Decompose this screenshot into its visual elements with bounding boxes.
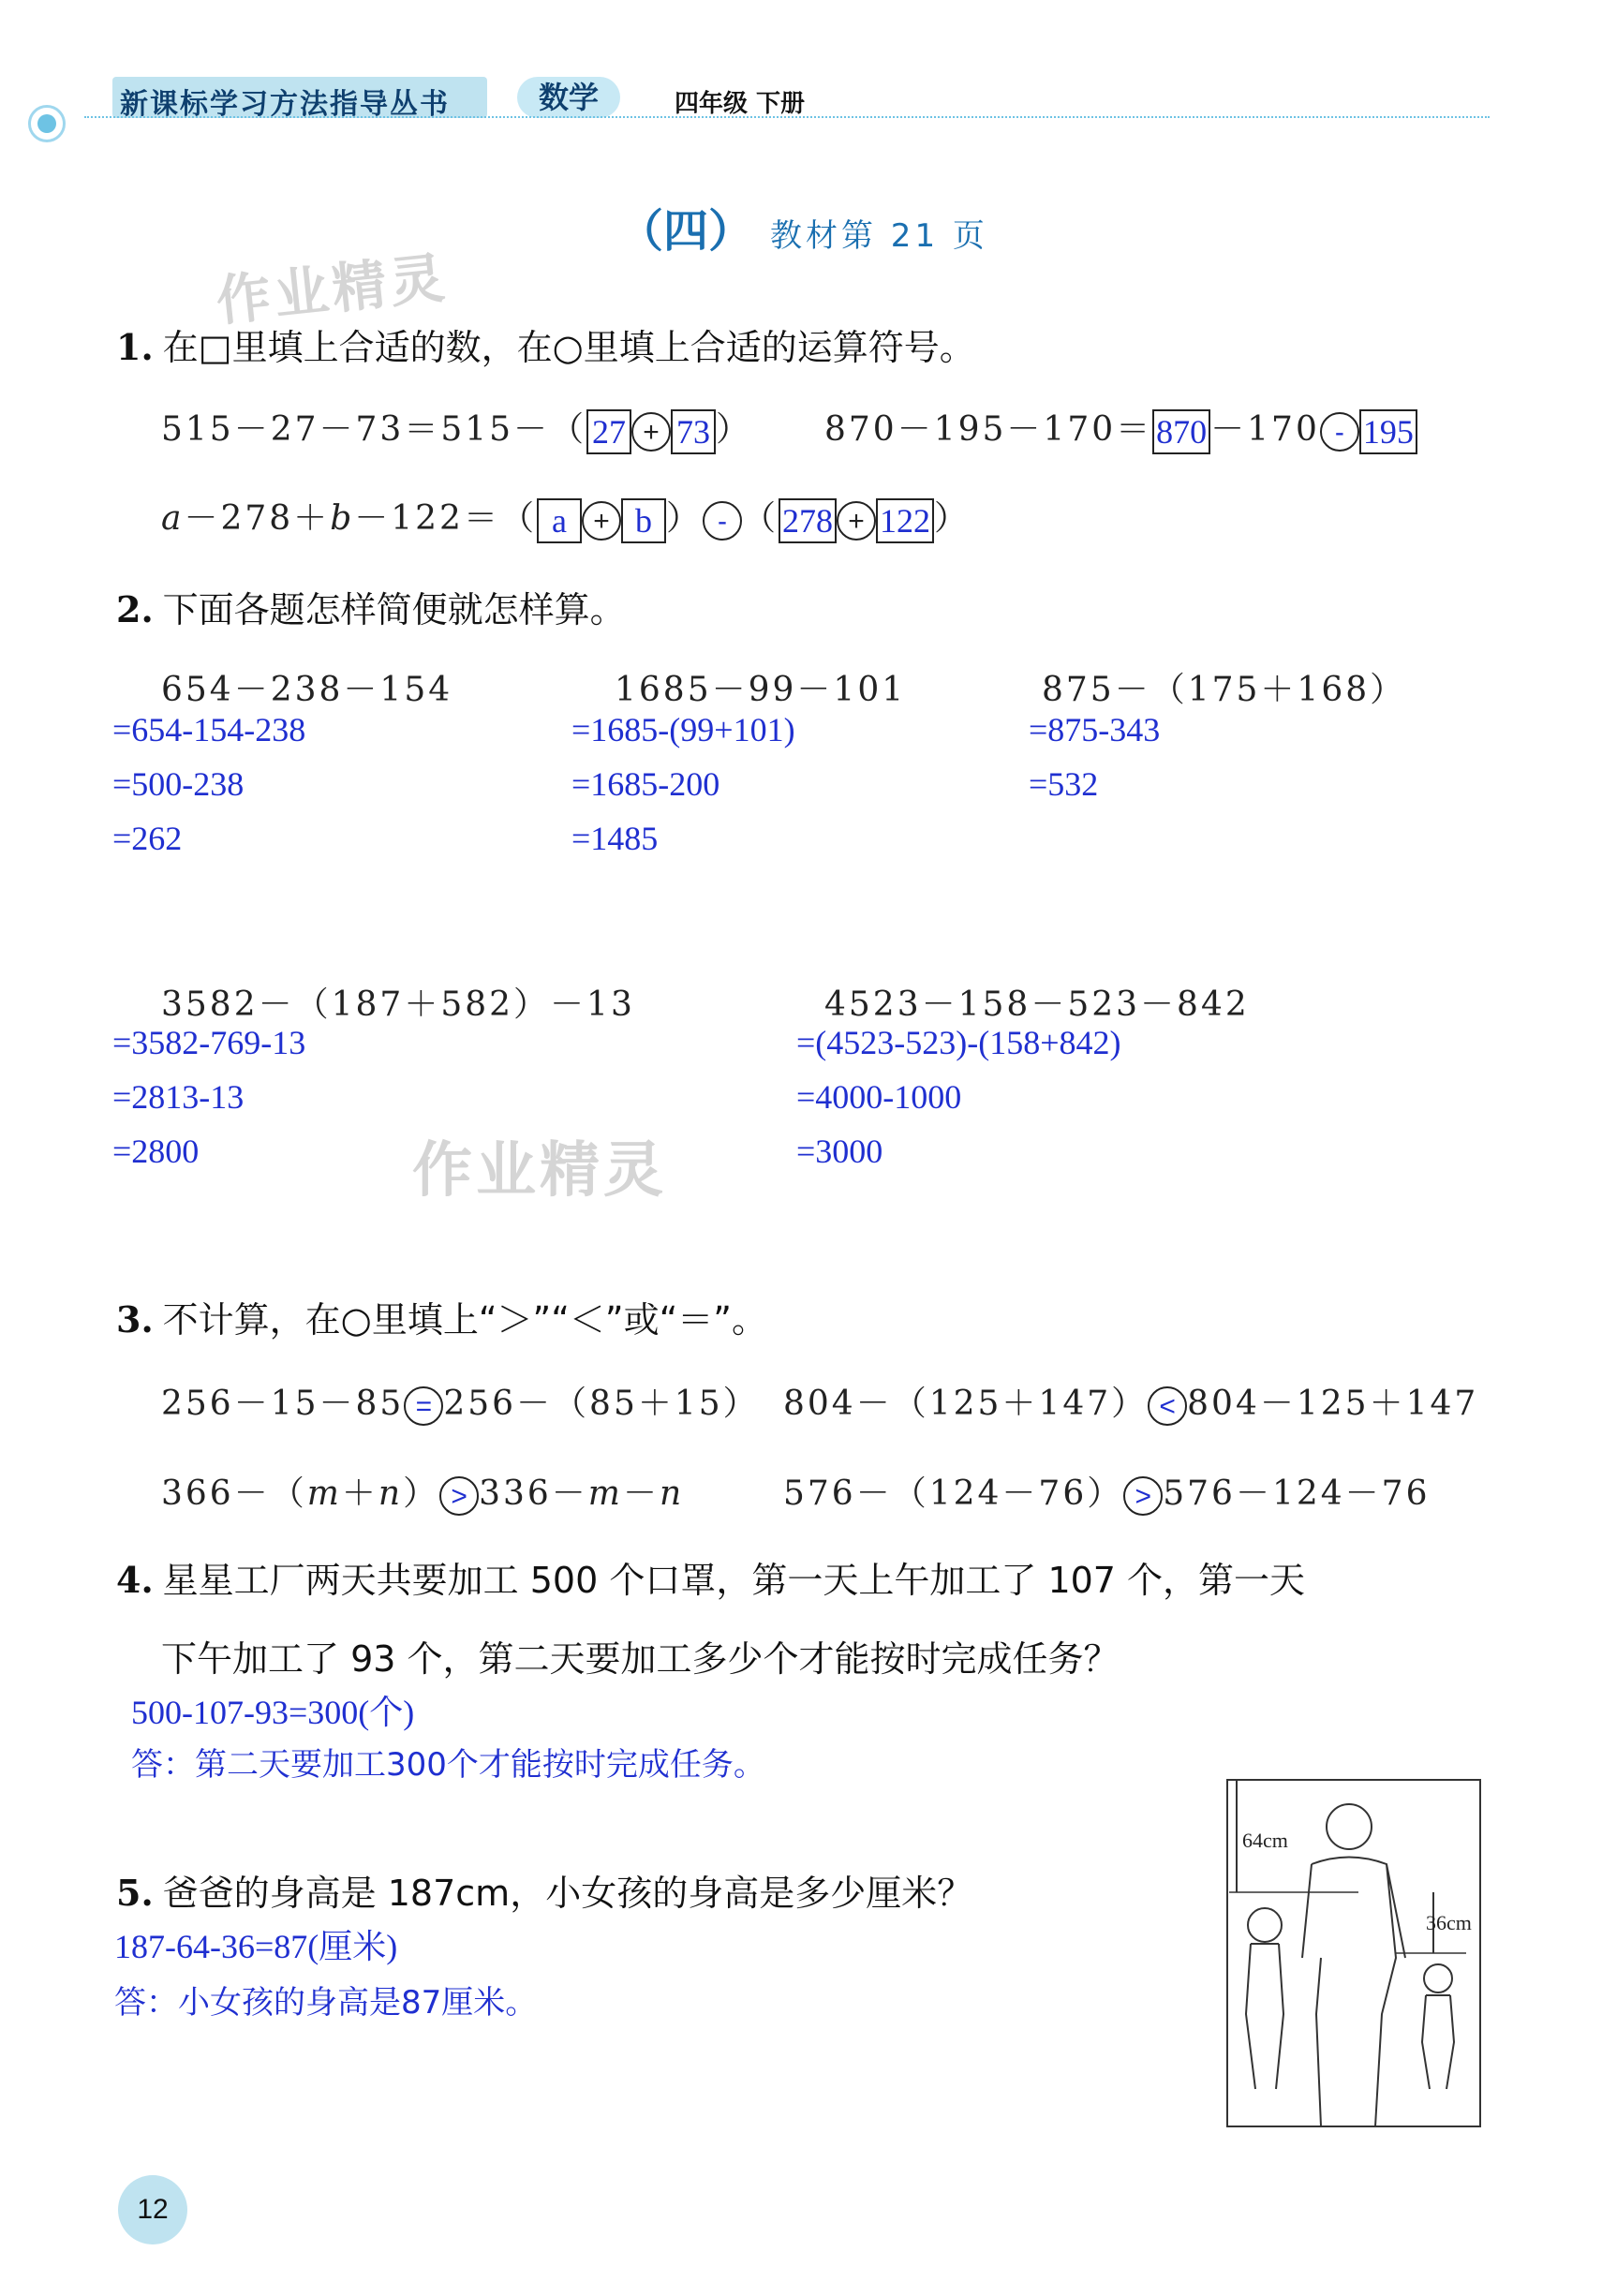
q2-2-step-2: =1685-200 (571, 765, 720, 803)
q1-prompt (116, 318, 975, 370)
q1-line2-text: ） (665, 499, 703, 538)
q5-text: 爸爸的身高是 187cm，小女孩的身高是多少厘米？ (162, 1873, 973, 1914)
q1-op-circle-4[interactable]: - (703, 501, 742, 541)
section-subtitle: 教材第 21 页 (770, 217, 988, 255)
q2-problem-1: 654－238－154 (161, 671, 453, 709)
page-number: 12 (118, 2175, 187, 2244)
q2-number: 2. (116, 588, 154, 630)
header-series: 新课标学习方法指导丛书 (120, 88, 450, 121)
q2-4-step-1: =3582-769-13 (112, 1024, 306, 1061)
q3-item-3-text: 336－ (479, 1474, 588, 1513)
q3-var-n: n (378, 1474, 404, 1513)
q1-box-73[interactable]: 73 (671, 409, 716, 454)
q5-number: 5. (116, 1872, 154, 1914)
q3-item-3-text: － (622, 1474, 660, 1513)
q4-calculation: 500-107-93=300(个) (131, 1694, 415, 1731)
q2-5-step-2: =4000-1000 (796, 1078, 962, 1116)
q3-item-2-right: 804－125＋147 (1187, 1385, 1479, 1423)
q4-line2: 下午加工了 93 个，第二天要加工多少个才能按时完成任务？ (161, 1638, 1120, 1680)
watermark-middle: 作业精灵 (412, 1136, 667, 1206)
q4-line1: 星星工厂两天共要加工 500 个口罩，第一天上午加工了 107 个，第一天 (162, 1560, 1306, 1601)
section-title: （四） (618, 205, 754, 258)
header-grade: 四年级 下册 (675, 90, 806, 118)
q2-2-step-1: =1685-(99+101) (571, 711, 795, 748)
q1-var-b: b (330, 499, 355, 538)
q3-item-3-text: ） (403, 1474, 440, 1513)
q1-op-circle-5[interactable]: + (837, 501, 876, 541)
q2-problem-5: 4523－158－523－842 (824, 985, 1250, 1024)
q1-line2-text: －278＋ (184, 499, 331, 538)
q1-op-circle-3[interactable]: + (582, 501, 621, 541)
q2-4-step-2: =2813-13 (112, 1078, 245, 1116)
q3-text: 不计算，在○里填上“＞”“＜”或“＝”。 (162, 1299, 767, 1341)
q2-1-step-2: =500-238 (112, 765, 245, 803)
q1-line1a-rhs: ） (716, 410, 753, 449)
q3-item-4 (783, 1467, 1431, 1516)
q1-line1a (161, 403, 752, 454)
q1-line1b-mid: －170 (1210, 410, 1320, 449)
q3-item-4-right: 576－124－76 (1163, 1474, 1431, 1513)
q1-line2 (161, 492, 971, 543)
watermark-top: 作业精灵 (213, 245, 452, 333)
q1-line2-text: （ (741, 499, 779, 538)
q3-prompt (116, 1291, 767, 1342)
q5-answer: 答：小女孩的身高是87厘米。 (114, 1984, 538, 2022)
q1-box-27[interactable]: 27 (586, 409, 631, 454)
q1-box-870[interactable]: 870 (1152, 409, 1210, 454)
q3-item-4-left: 576－（124－76） (783, 1474, 1124, 1513)
q5-prompt (116, 1864, 972, 1916)
q4-answer: 答：第二天要加工300个才能按时完成任务。 (131, 1746, 765, 1784)
q3-item-1-right: 256－（85＋15） (443, 1385, 760, 1423)
q1-op-circle[interactable]: + (631, 412, 671, 452)
header-ornament-icon (28, 105, 66, 142)
q1-line2-text: ） (933, 499, 971, 538)
q1-line2-text: －122＝（ (354, 499, 537, 538)
q3-compare-circle-3[interactable]: > (439, 1476, 479, 1516)
q1-box-a[interactable]: a (537, 498, 582, 543)
q2-5-step-1: =(4523-523)-(158+842) (796, 1024, 1121, 1061)
q1-box-278[interactable]: 278 (779, 498, 837, 543)
q1-op-circle-2[interactable]: - (1320, 412, 1359, 452)
q3-compare-circle-2[interactable]: < (1148, 1386, 1187, 1426)
q1-line1a-lhs: 515－27－73＝515－（ (161, 410, 587, 449)
q3-item-3-text: ＋ (341, 1474, 378, 1513)
q5-calculation: 187-64-36=87(厘米) (114, 1928, 398, 1965)
q2-problem-4: 3582－（187＋582）－13 (161, 985, 635, 1024)
q3-item-3-text: 366－（ (161, 1474, 307, 1513)
q2-text: 下面各题怎样简便就怎样算。 (162, 589, 626, 630)
q3-item-3 (161, 1467, 684, 1516)
q3-item-2-left: 804－（125＋147） (783, 1385, 1149, 1423)
q2-2-step-3: =1485 (571, 820, 659, 857)
figure-label-64cm: 64cm (1242, 1829, 1288, 1852)
q3-var-n: n (659, 1474, 685, 1513)
q2-1-step-1: =654-154-238 (112, 711, 306, 748)
header-subject: 数学 (517, 77, 620, 118)
q1-box-b[interactable]: b (621, 498, 666, 543)
header-divider (84, 116, 1490, 118)
q2-5-step-3: =3000 (796, 1133, 883, 1170)
q3-var-m: m (306, 1474, 342, 1513)
q2-1-step-3: =262 (112, 820, 183, 857)
q3-compare-circle-1[interactable]: = (404, 1386, 443, 1426)
q3-item-2 (783, 1377, 1478, 1426)
q1-text: 在□里填上合适的数，在○里填上合适的运算符号。 (162, 327, 975, 368)
q2-4-step-3: =2800 (112, 1133, 200, 1170)
q2-problem-3: 875－（175＋168） (1042, 671, 1407, 709)
q4-number: 4. (116, 1559, 154, 1601)
q1-line1b-lhs: 870－195－170＝ (824, 410, 1153, 449)
q3-item-1-left: 256－15－85 (161, 1385, 405, 1423)
height-illustration (1209, 1770, 1490, 2155)
q3-item-1 (161, 1377, 760, 1426)
q3-number: 3. (116, 1298, 154, 1341)
q2-3-step-1: =875-343 (1029, 711, 1161, 748)
q2-problem-2: 1685－99－101 (615, 671, 907, 709)
q3-compare-circle-4[interactable]: > (1123, 1476, 1163, 1516)
q1-var-a: a (161, 499, 185, 538)
q4-prompt (116, 1551, 1305, 1603)
figure-label-36cm: 36cm (1426, 1911, 1472, 1934)
q2-prompt (116, 581, 626, 632)
q1-box-195[interactable]: 195 (1359, 409, 1417, 454)
q2-3-step-2: =532 (1029, 765, 1099, 803)
q3-var-m: m (587, 1474, 623, 1513)
q1-box-122[interactable]: 122 (876, 498, 934, 543)
q1-line1b (824, 403, 1417, 454)
q1-number: 1. (116, 326, 154, 368)
